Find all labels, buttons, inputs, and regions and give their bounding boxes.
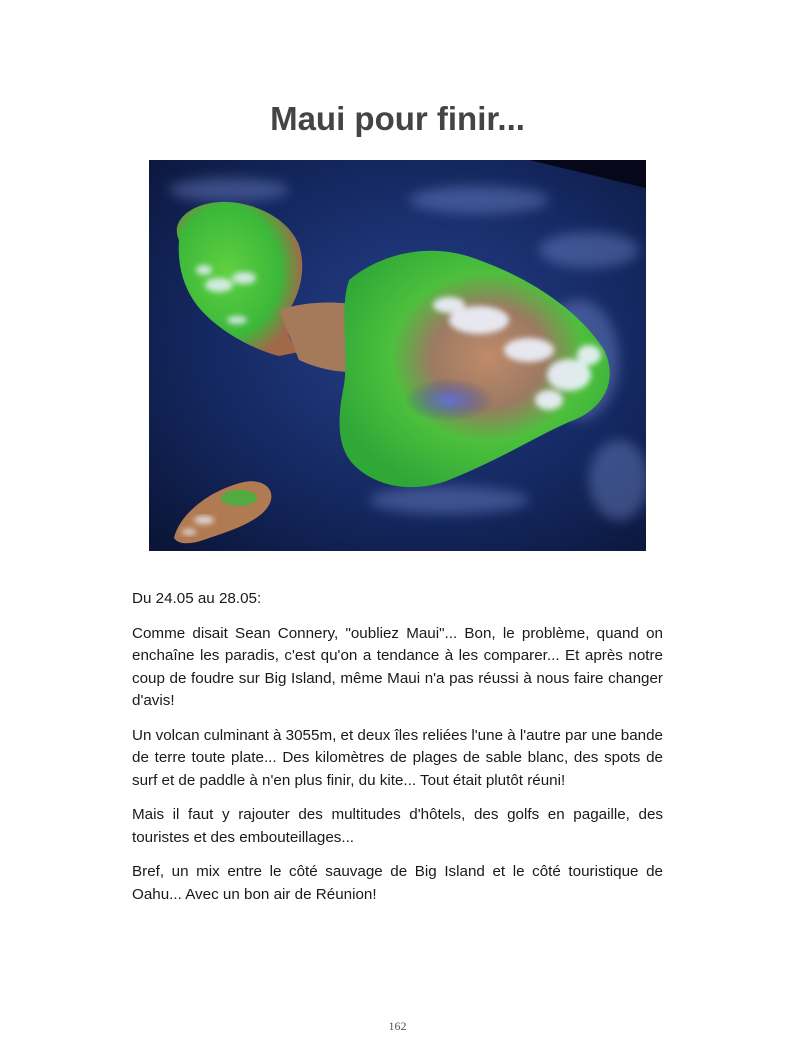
satellite-photo-maui: [149, 160, 646, 551]
paragraph: Mais il faut y rajouter des multitudes d'hôtels, des golfs en pagaille, des touristes et des embouteillages...: [132, 806, 663, 846]
article-body: [132, 588, 663, 918]
maui-satellite-image: [149, 160, 646, 551]
page-title: Maui pour finir...: [270, 100, 525, 137]
page-number: 162: [388, 1019, 407, 1033]
dates-line: Du 24.05 au 28.05:: [132, 590, 262, 607]
paragraph: Comme disait Sean Connery, "oubliez Maui"... Bon, le problème, quand on enchaîne les paradis, c'est qu'on a tendance à les comparer... Et après notre coup de foudre sur Big Island, même Maui n'a pas réussi à nous faire changer d'avis!: [132, 624, 663, 709]
paragraph: Bref, un mix entre le côté sauvage de Big Island et le côté touristique de Oahu... Avec un bon air de Réunion!: [132, 863, 663, 903]
paragraph: Un volcan culminant à 3055m, et deux îles reliées l'une à l'autre par une bande de terre toute plate... Des kilomètres de plages de sable blanc, des spots de surf et de paddle à n'en plus finir, du kite... Tout était plutôt réuni!: [132, 726, 663, 789]
